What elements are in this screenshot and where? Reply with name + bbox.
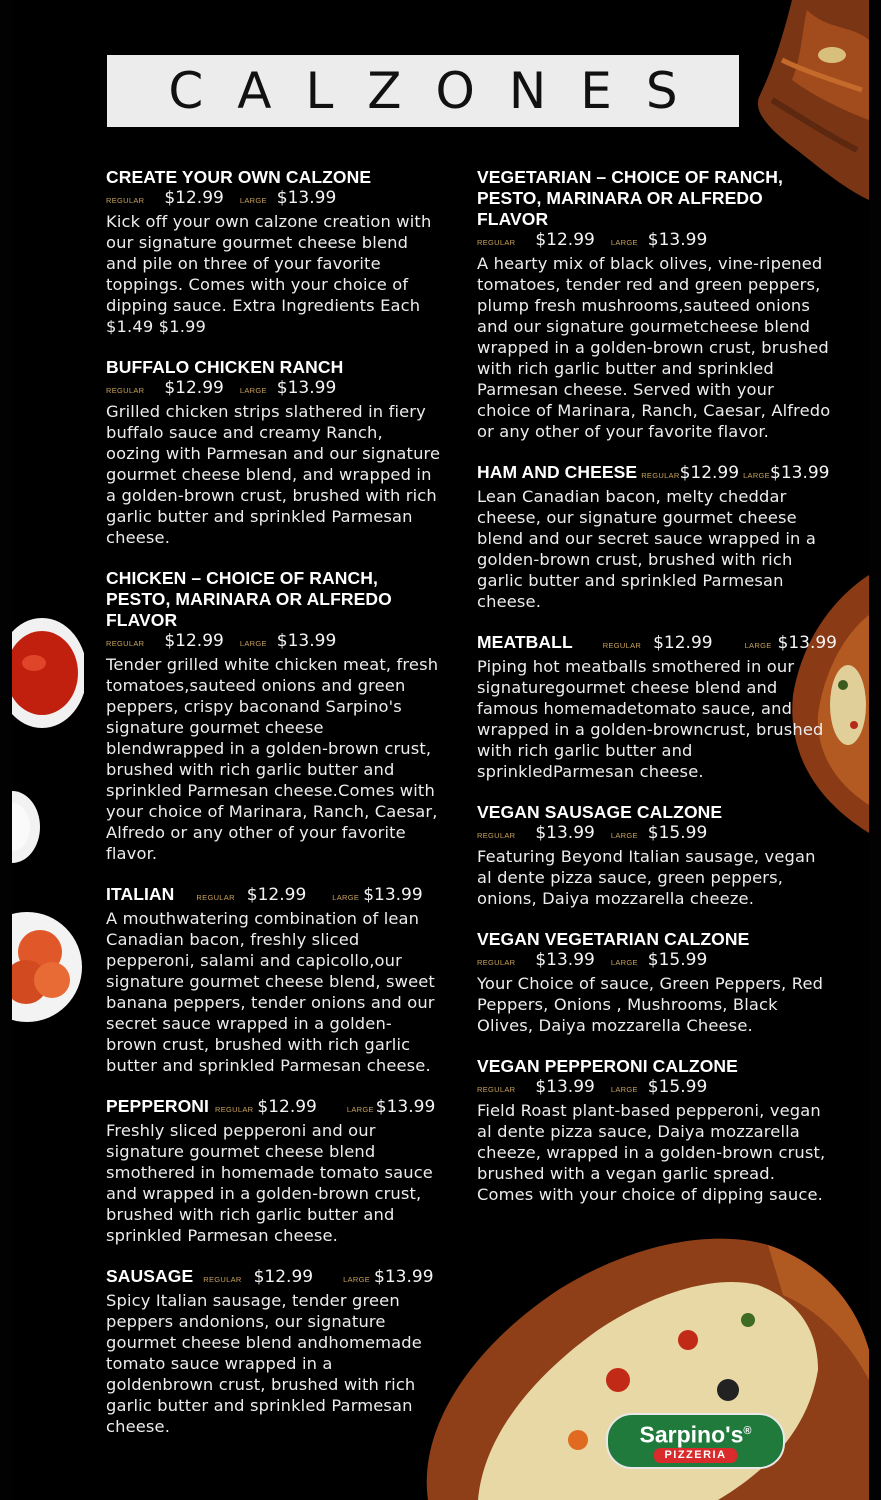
regular-price: $12.99 bbox=[535, 230, 595, 250]
menu-item bbox=[106, 357, 441, 548]
item-description: Kick off your own calzone creation with our signature gourmet cheese blend and pile on three of your favorite toppings. Comes with your choice of dipping sauce. Extra Ingredients Each $1.49 $1.99 bbox=[106, 212, 432, 336]
large-label: LARGE bbox=[610, 238, 638, 247]
regular-price: $13.99 bbox=[535, 950, 595, 970]
sarpinos-logo bbox=[606, 1413, 785, 1469]
large-price: $15.99 bbox=[647, 950, 708, 970]
regular-label: REGULAR bbox=[215, 1105, 254, 1114]
item-description: Tender grilled white chicken meat, fresh tomatoes,sauteed onions and green peppers, crispy baconand Sarpino's signature gourmet cheese blendwrapped in a golden-brown crust, brushed with rich garlic butter and sprinkled Parmesan cheese.Comes with your choice of Marinara, Ranch, Caesar, Alfredo or any other of your favorite flavor. bbox=[106, 655, 439, 863]
item-name: HAM AND CHEESE bbox=[477, 462, 638, 482]
item-name: VEGAN PEPPERONI CALZONE bbox=[477, 1056, 738, 1076]
large-label: LARGE bbox=[610, 1085, 638, 1094]
large-label: LARGE bbox=[332, 893, 360, 902]
large-label: LARGE bbox=[610, 958, 638, 967]
item-description: Grilled chicken strips slathered in fiery buffalo sauce and creamy Ranch, oozing with Parmesan and our signature gourmet cheese blend, and wrapped in a golden-brown crust, brushed with rich garlic butter and sprinkled Parmesan cheese. bbox=[106, 402, 441, 547]
regular-price: $13.99 bbox=[535, 823, 595, 843]
price-row bbox=[106, 631, 441, 654]
logo-brand-text: Sarpino's bbox=[639, 1421, 744, 1448]
sauce-cup-image bbox=[12, 618, 84, 728]
large-price: $15.99 bbox=[647, 1077, 708, 1097]
regular-price: $12.99 bbox=[653, 633, 713, 653]
large-price: $13.99 bbox=[363, 885, 423, 905]
price-row bbox=[106, 188, 441, 211]
item-description: A mouthwatering combination of lean Canadian bacon, freshly sliced pepperoni, salami and capicollo,our signature gourmet cheese blend, sweet banana peppers, tender onions and our secret sauce wrapped in a golden-brown crust, brushed with rich garlic butter and sprinkled Parmesan cheese. bbox=[106, 909, 435, 1075]
item-name: VEGAN VEGETARIAN CALZONE bbox=[477, 929, 750, 949]
large-label: LARGE bbox=[346, 1105, 374, 1114]
item-name: VEGETARIAN – CHOICE OF RANCH, PESTO, MARINARA OR ALFREDO FLAVOR bbox=[477, 167, 783, 229]
menu-item bbox=[477, 929, 832, 1036]
menu-item bbox=[106, 167, 441, 337]
regular-label: REGULAR bbox=[477, 238, 516, 247]
menu-item bbox=[477, 167, 832, 442]
large-label: LARGE bbox=[343, 1275, 371, 1284]
item-description: A hearty mix of black olives, vine-ripened tomatoes, tender red and green peppers, plump fresh mushrooms,sauteed onions and our signature gourmetcheese blend wrapped in a golden-brown crust, brushed with rich garlic butter and sprinkled Parmesan cheese. Served with your choice of Marinara, Ranch, Caesar, Alfredo or any other of your favorite flavor. bbox=[477, 254, 831, 441]
large-label: LARGE bbox=[239, 639, 267, 648]
price-row bbox=[477, 823, 832, 846]
item-name: CREATE YOUR OWN CALZONE bbox=[106, 167, 372, 187]
regular-price: $12.99 bbox=[253, 1267, 314, 1287]
regular-price: $12.99 bbox=[164, 631, 224, 651]
large-price: $13.99 bbox=[276, 631, 337, 651]
regular-price: $12.99 bbox=[246, 885, 307, 905]
regular-label: REGULAR bbox=[203, 1275, 242, 1284]
item-description: Piping hot meatballs smothered in our signaturegourmet cheese blend and famous homemadetomato sauce, and wrapped in a golden-browncrust, brushed with rich garlic butter and sprinkledParmesan cheese. bbox=[477, 657, 824, 781]
item-name: SAUSAGE bbox=[106, 1266, 194, 1286]
large-label: LARGE bbox=[610, 831, 638, 840]
item-description: Featuring Beyond Italian sausage, vegan al dente pizza sauce, green peppers, onions, Daiya mozzarella cheeze. bbox=[477, 847, 816, 908]
menu-item bbox=[106, 1266, 441, 1437]
item-description: Lean Canadian bacon, melty cheddar cheese, our signature gourmet cheese blend and our secret sauce wrapped in a golden-brown crust, brushed with rich garlic butter and sprinkled Parmesan cheese. bbox=[477, 487, 816, 611]
item-description: Field Roast plant-based pepperoni, vegan al dente pizza sauce, Daiya mozzarella cheeze, wrapped in a golden-brown crust, brushed with a vegan garlic spread. Comes with your choice of dipping sauce. bbox=[477, 1101, 826, 1204]
large-price: $13.99 bbox=[374, 1267, 434, 1287]
logo-brand bbox=[640, 1419, 752, 1447]
menu-item bbox=[106, 884, 441, 1076]
name-price-row bbox=[106, 1096, 441, 1120]
item-name: CHICKEN – CHOICE OF RANCH, PESTO, MARINARA OR ALFREDO FLAVOR bbox=[106, 568, 392, 630]
large-price: $13.99 bbox=[276, 188, 337, 208]
large-price: $13.99 bbox=[375, 1097, 436, 1117]
menu-item bbox=[477, 1056, 832, 1205]
large-price: $13.99 bbox=[777, 633, 837, 653]
item-name: BUFFALO CHICKEN RANCH bbox=[106, 357, 344, 377]
regular-price: $12.99 bbox=[164, 378, 224, 398]
regular-label: REGULAR bbox=[106, 386, 145, 395]
menu-item bbox=[477, 632, 837, 782]
regular-price: $13.99 bbox=[535, 1077, 595, 1097]
regular-label: REGULAR bbox=[477, 1085, 516, 1094]
price-row bbox=[477, 950, 832, 973]
menu-title-banner bbox=[107, 55, 739, 127]
regular-price: $12.99 bbox=[257, 1097, 317, 1117]
name-price-row bbox=[477, 632, 837, 656]
menu-item bbox=[106, 1096, 441, 1246]
regular-label: REGULAR bbox=[477, 958, 516, 967]
menu-item bbox=[477, 802, 832, 909]
large-label: LARGE bbox=[743, 471, 770, 480]
item-name: VEGAN SAUSAGE CALZONE bbox=[477, 802, 723, 822]
item-name: ITALIAN bbox=[106, 884, 175, 904]
regular-label: REGULAR bbox=[106, 196, 145, 205]
left-menu-column bbox=[106, 167, 441, 1457]
menu-title: CALZONES bbox=[168, 62, 712, 120]
name-price-row bbox=[477, 462, 832, 486]
regular-label: REGULAR bbox=[641, 471, 680, 480]
large-label: LARGE bbox=[239, 386, 267, 395]
sauce-cup-white-image bbox=[12, 790, 42, 865]
item-name: PEPPERONI bbox=[106, 1096, 210, 1116]
name-price-row bbox=[106, 1266, 441, 1290]
large-label: LARGE bbox=[239, 196, 267, 205]
item-name: MEATBALL bbox=[477, 632, 573, 652]
large-label: LARGE bbox=[744, 641, 772, 650]
item-description: Your Choice of sauce, Green Peppers, Red Peppers, Onions , Mushrooms, Black Olives, Daiya mozzarella Cheese. bbox=[477, 974, 824, 1035]
name-price-row bbox=[106, 884, 441, 908]
regular-label: REGULAR bbox=[602, 641, 642, 650]
registered-mark: ® bbox=[743, 1425, 752, 1438]
pepperoni-plate-image bbox=[12, 912, 82, 1022]
price-row bbox=[477, 1077, 832, 1100]
large-price: $15.99 bbox=[647, 823, 708, 843]
regular-label: REGULAR bbox=[477, 831, 516, 840]
menu-item bbox=[477, 462, 832, 612]
large-price: $13.99 bbox=[276, 378, 337, 398]
logo-subtitle: PIZZERIA bbox=[654, 1448, 736, 1463]
price-row bbox=[477, 230, 832, 253]
regular-price: $12.99 bbox=[164, 188, 224, 208]
menu-item bbox=[106, 568, 441, 864]
item-description: Spicy Italian sausage, tender green peppers andonions, our signature gourmet cheese blend andhomemade tomato sauce wrapped in a goldenbrown crust, brushed with rich garlic butter and sprinkled Parmesan cheese. bbox=[106, 1291, 422, 1436]
right-menu-column bbox=[477, 167, 837, 1225]
price-row bbox=[106, 378, 441, 401]
regular-price: $12.99 bbox=[679, 463, 740, 483]
item-description: Freshly sliced pepperoni and our signature gourmet cheese blend smothered in homemade tomato sauce and wrapped in a golden-brown crust, brushed with rich garlic butter and sprinkled Parmesan cheese. bbox=[106, 1121, 433, 1245]
large-price: $13.99 bbox=[770, 463, 830, 483]
large-price: $13.99 bbox=[647, 230, 708, 250]
regular-label: REGULAR bbox=[196, 893, 235, 902]
regular-label: REGULAR bbox=[106, 639, 145, 648]
